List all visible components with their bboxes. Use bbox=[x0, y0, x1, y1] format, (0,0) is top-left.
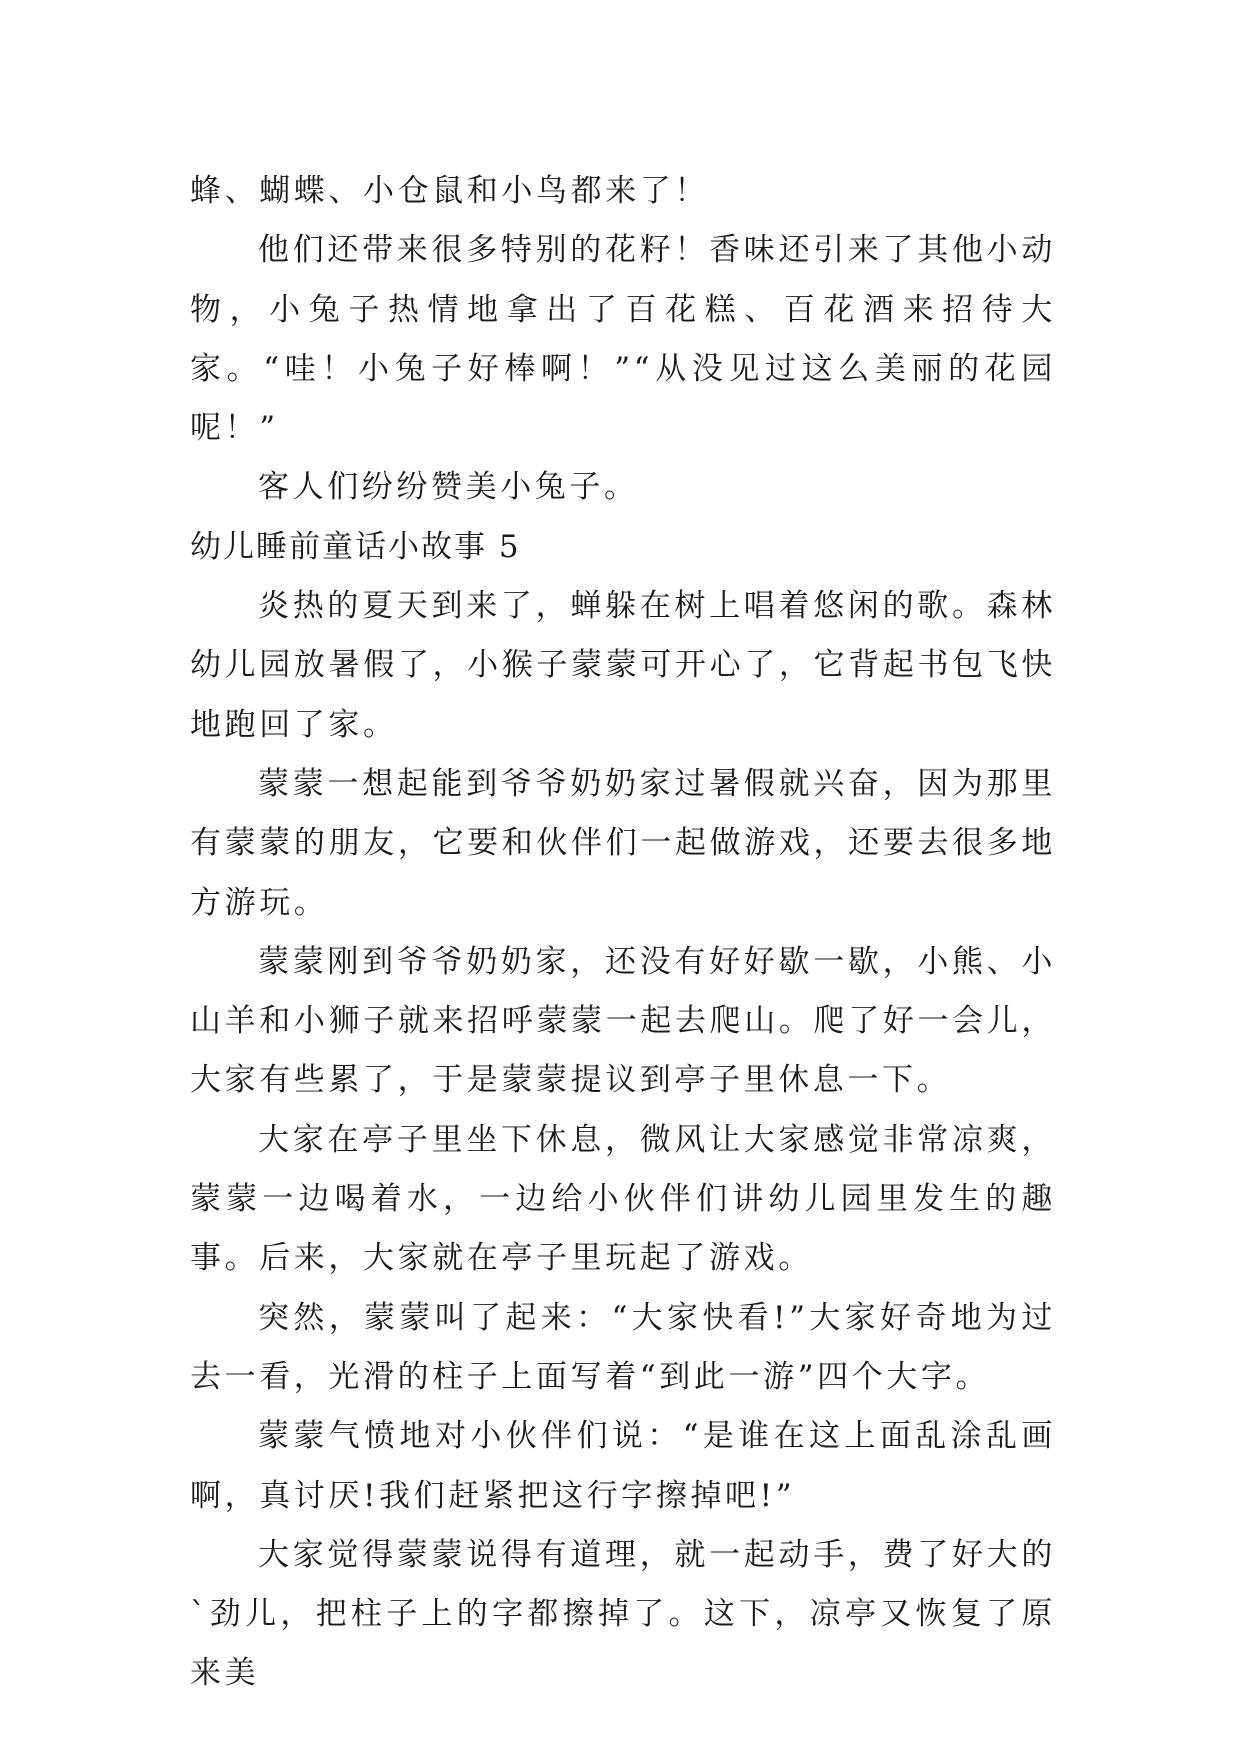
paragraph: 大家在亭子里坐下休息，微风让大家感觉非常凉爽，蒙蒙一边喝着水，一边给小伙伴们讲幼儿园里发生的趣事。后来，大家就在亭子里玩起了游戏。 bbox=[190, 1121, 1056, 1277]
paragraph: 他们还带来很多特别的花籽！香味还引来了其他小动物，小兔子热情地拿出了百花糕、百花酒来招待大家。“哇！小兔子好棒啊！”“从没见过这么美丽的花园呢！” bbox=[190, 232, 1056, 447]
paragraph: 蒙蒙刚到爷爷奶奶家，还没有好好歇一歇，小熊、小山羊和小狮子就来招呼蒙蒙一起去爬山。爬了好一会儿，大家有些累了，于是蒙蒙提议到亭子里休息一下。 bbox=[190, 943, 1056, 1099]
document-body bbox=[190, 162, 1056, 1704]
paragraph: 大家觉得蒙蒙说得有道理，就一起动手，费了好大的`劲儿，把柱子上的字都擦掉了。这下，凉亭又恢复了原来美 bbox=[190, 1536, 1056, 1692]
paragraph: 客人们纷纷赞美小兔子。 bbox=[258, 469, 639, 506]
story-heading: 幼儿睡前童话小故事 5 bbox=[190, 528, 521, 565]
paragraph: 炎热的夏天到来了，蝉躲在树上唱着悠闲的歌。森林幼儿园放暑假了，小猴子蒙蒙可开心了，它背起书包飞快地跑回了家。 bbox=[190, 588, 1056, 743]
paragraph-continuation: 蜂、蝴蝶、小仓鼠和小鸟都来了！ bbox=[190, 173, 709, 209]
paragraph: 突然，蒙蒙叫了起来：“大家快看!”大家好奇地为过去一看，光滑的柱子上面写着“到此一游”四个大字。 bbox=[190, 1299, 1056, 1395]
paragraph: 蒙蒙一想起能到爷爷奶奶家过暑假就兴奋，因为那里有蒙蒙的朋友，它要和伙伴们一起做游戏，还要去很多地方游玩。 bbox=[190, 765, 1056, 921]
paragraph: 蒙蒙气愤地对小伙伴们说：“是谁在这上面乱涂乱画啊，真讨厌!我们赶紧把这行字擦掉吧!” bbox=[190, 1418, 1056, 1514]
